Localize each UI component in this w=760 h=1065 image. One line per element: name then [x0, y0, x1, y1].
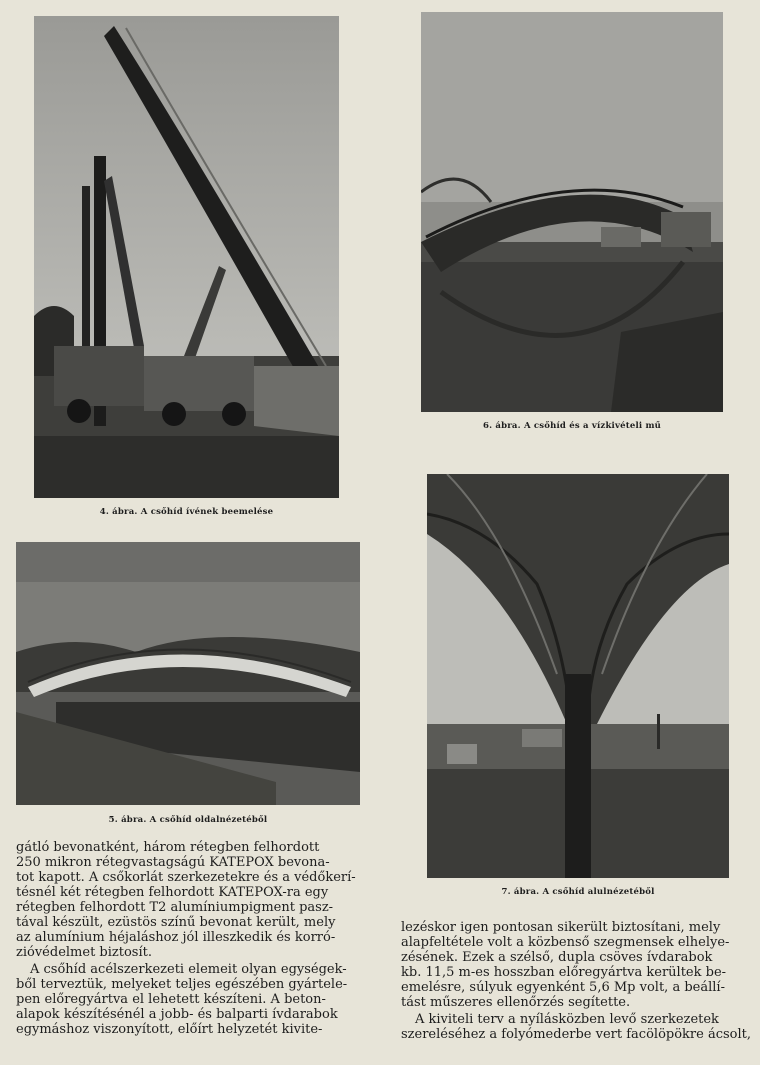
text-line: tást műszeres ellenőrzés segítette.: [401, 995, 631, 1010]
figure-6-caption: 6. ábra. A csőhíd és a vízkivételi mű: [482, 421, 662, 431]
text-line: alapok készítésénél a jobb- és balparti ívdarabok: [16, 1007, 338, 1022]
text-line: tot kapott. A csőkorlát szerkezetekre és a védőkerí-: [16, 870, 356, 885]
figure-7-photo: [427, 474, 729, 878]
right-paragraph-1: [401, 920, 753, 1010]
text-line: tésnél két rétegben felhordott KATEPOX-ra egy: [16, 885, 329, 900]
text-line: zióvédelmet biztosít.: [16, 945, 152, 960]
left-paragraph-2: [16, 962, 364, 1037]
text-line: ből terveztük, melyeket teljes egészében gyártele-: [16, 977, 348, 992]
figure-5-caption: 5. ábra. A csőhíd oldalnézetéből: [108, 815, 268, 825]
left-text-column: [16, 840, 364, 1037]
text-line: lezéskor igen pontosan sikerült biztosítani, mely: [401, 920, 721, 935]
figure-6-photo: [421, 12, 723, 412]
text-line: A kiviteli terv a nyílásközben levő szerkezetek: [415, 1012, 719, 1027]
text-line: egymáshoz viszonyított, előírt helyzetét kivite-: [16, 1022, 323, 1037]
text-line: A csőhíd acélszerkezeti elemeit olyan egységek-: [30, 962, 347, 977]
text-line: emelésre, súlyuk egyenként 5,6 Mp volt, a beállí-: [401, 980, 725, 995]
text-line: zésének. Ezek a szélső, dupla csöves ívdarabok: [401, 950, 713, 965]
right-paragraph-2: [401, 1012, 753, 1042]
right-text-column: [401, 920, 753, 1042]
figure-4-caption: 4. ábra. A csőhíd ívének beemelése: [99, 507, 274, 517]
figure-5-photo: [16, 542, 360, 805]
text-line: rétegben felhordott T2 alumíniumpigment pasz-: [16, 900, 334, 915]
text-line: kb. 11,5 m-es hosszban előregyártva kerültek be-: [401, 965, 727, 980]
text-line: gátló bevonatként, három rétegben felhordott: [16, 840, 320, 855]
figure-7-caption: 7. ábra. A csőhíd alulnézetéből: [501, 887, 655, 897]
text-line: az alumínium héjaláshoz jól illeszkedik és korró-: [16, 930, 336, 945]
text-line: pen előregyártva el lehetett készíteni. A beton-: [16, 992, 326, 1007]
left-paragraph-1: [16, 840, 364, 960]
figure-4-photo: [34, 16, 339, 498]
text-line: szereléséhez a folyómederbe vert facölöpökre ácsolt,: [401, 1027, 752, 1042]
text-line: 250 mikron rétegvastagságú KATEPOX bevona-: [16, 855, 330, 870]
text-line: tával készült, ezüstös színű bevonat került, mely: [16, 915, 336, 930]
text-line: alapfeltétele volt a közbenső szegmensek elhelye-: [401, 935, 730, 950]
